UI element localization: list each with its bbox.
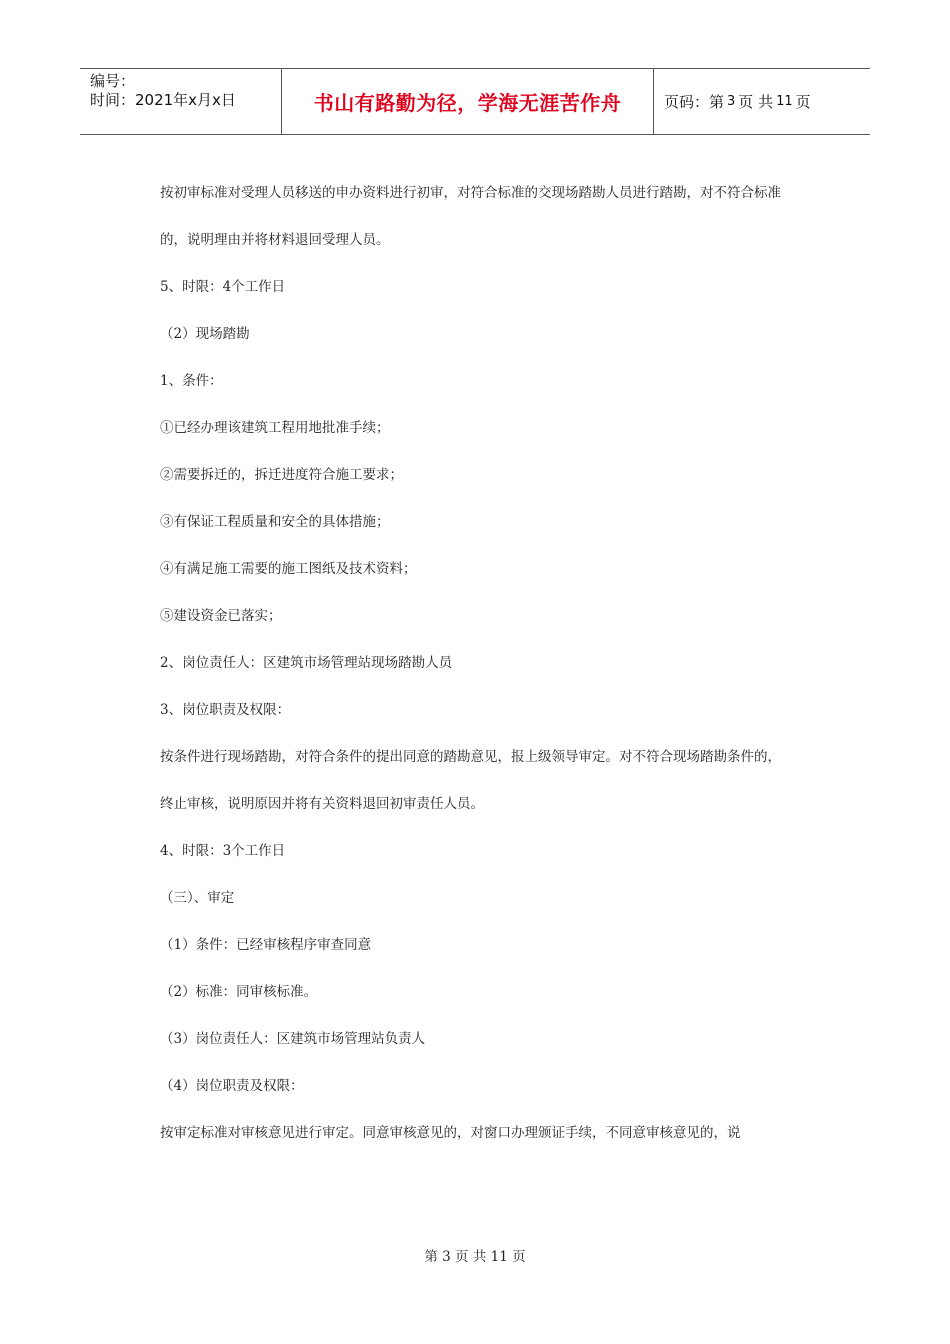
- paragraph: 按初审标准对受理人员移送的申办资料进行初审，对符合标准的交现场踏勘人员进行踏勘，对不符合标准: [160, 185, 781, 201]
- paragraph: 的，说明理由并将材料退回受理人员。: [160, 232, 390, 248]
- paragraph: 按审定标准对审核意见进行审定。同意审核意见的，对窗口办理颁证手续，不同意审核意见的，说: [160, 1125, 741, 1141]
- paragraph: ③有保证工程质量和安全的具体措施；: [160, 514, 390, 530]
- paragraph: 4、时限：3个工作日: [160, 843, 286, 859]
- paragraph: （4）岗位职责及权限：: [160, 1078, 304, 1094]
- paragraph: ⑤建设资金已落实；: [160, 608, 282, 624]
- paragraph: （2）现场踏勘: [160, 326, 250, 342]
- paragraph: 5、时限：4个工作日: [160, 279, 286, 295]
- paragraph: 1、条件：: [160, 373, 223, 389]
- paragraph: （2）标准：同审核标准。: [160, 984, 318, 1000]
- page-prefix: 页码：第: [664, 93, 725, 111]
- page-footer: 第 3 页 共 11 页: [424, 1249, 526, 1265]
- document-number-label: 编号：: [90, 72, 136, 90]
- page-total: 11: [776, 94, 793, 109]
- header-page-info: [654, 69, 870, 134]
- document-body: [160, 181, 790, 1168]
- header-meta: [80, 69, 282, 134]
- paragraph: 2、岗位责任人：区建筑市场管理站现场踏勘人员: [160, 655, 453, 671]
- paragraph: ②需要拆迁的，拆迁进度符合施工要求；: [160, 467, 403, 483]
- paragraph: 按条件进行现场踏勘，对符合条件的提出同意的踏勘意见，报上级领导审定。对不符合现场踏勘条件的，: [160, 749, 781, 765]
- paragraph: （1）条件：已经审核程序审查同意: [160, 937, 372, 953]
- page-suffix: 页: [795, 93, 811, 111]
- page-current: 3: [727, 94, 736, 109]
- paragraph: ①已经办理该建筑工程用地批准手续；: [160, 420, 390, 436]
- paragraph: （3）岗位责任人：区建筑市场管理站负责人: [160, 1031, 426, 1047]
- document-time-label: 时间：2021年x月x日: [90, 91, 236, 109]
- paragraph: 终止审核，说明原因并将有关资料退回初审责任人员。: [160, 796, 484, 812]
- page-mid: 页 共: [738, 93, 774, 111]
- paragraph: （三）、审定: [160, 890, 235, 906]
- page-header: [80, 68, 870, 135]
- paragraph: ④有满足施工需要的施工图纸及技术资料；: [160, 561, 417, 577]
- paragraph: 3、岗位职责及权限：: [160, 702, 291, 718]
- header-motto: 书山有路勤为径，学海无涯苦作舟: [282, 69, 654, 134]
